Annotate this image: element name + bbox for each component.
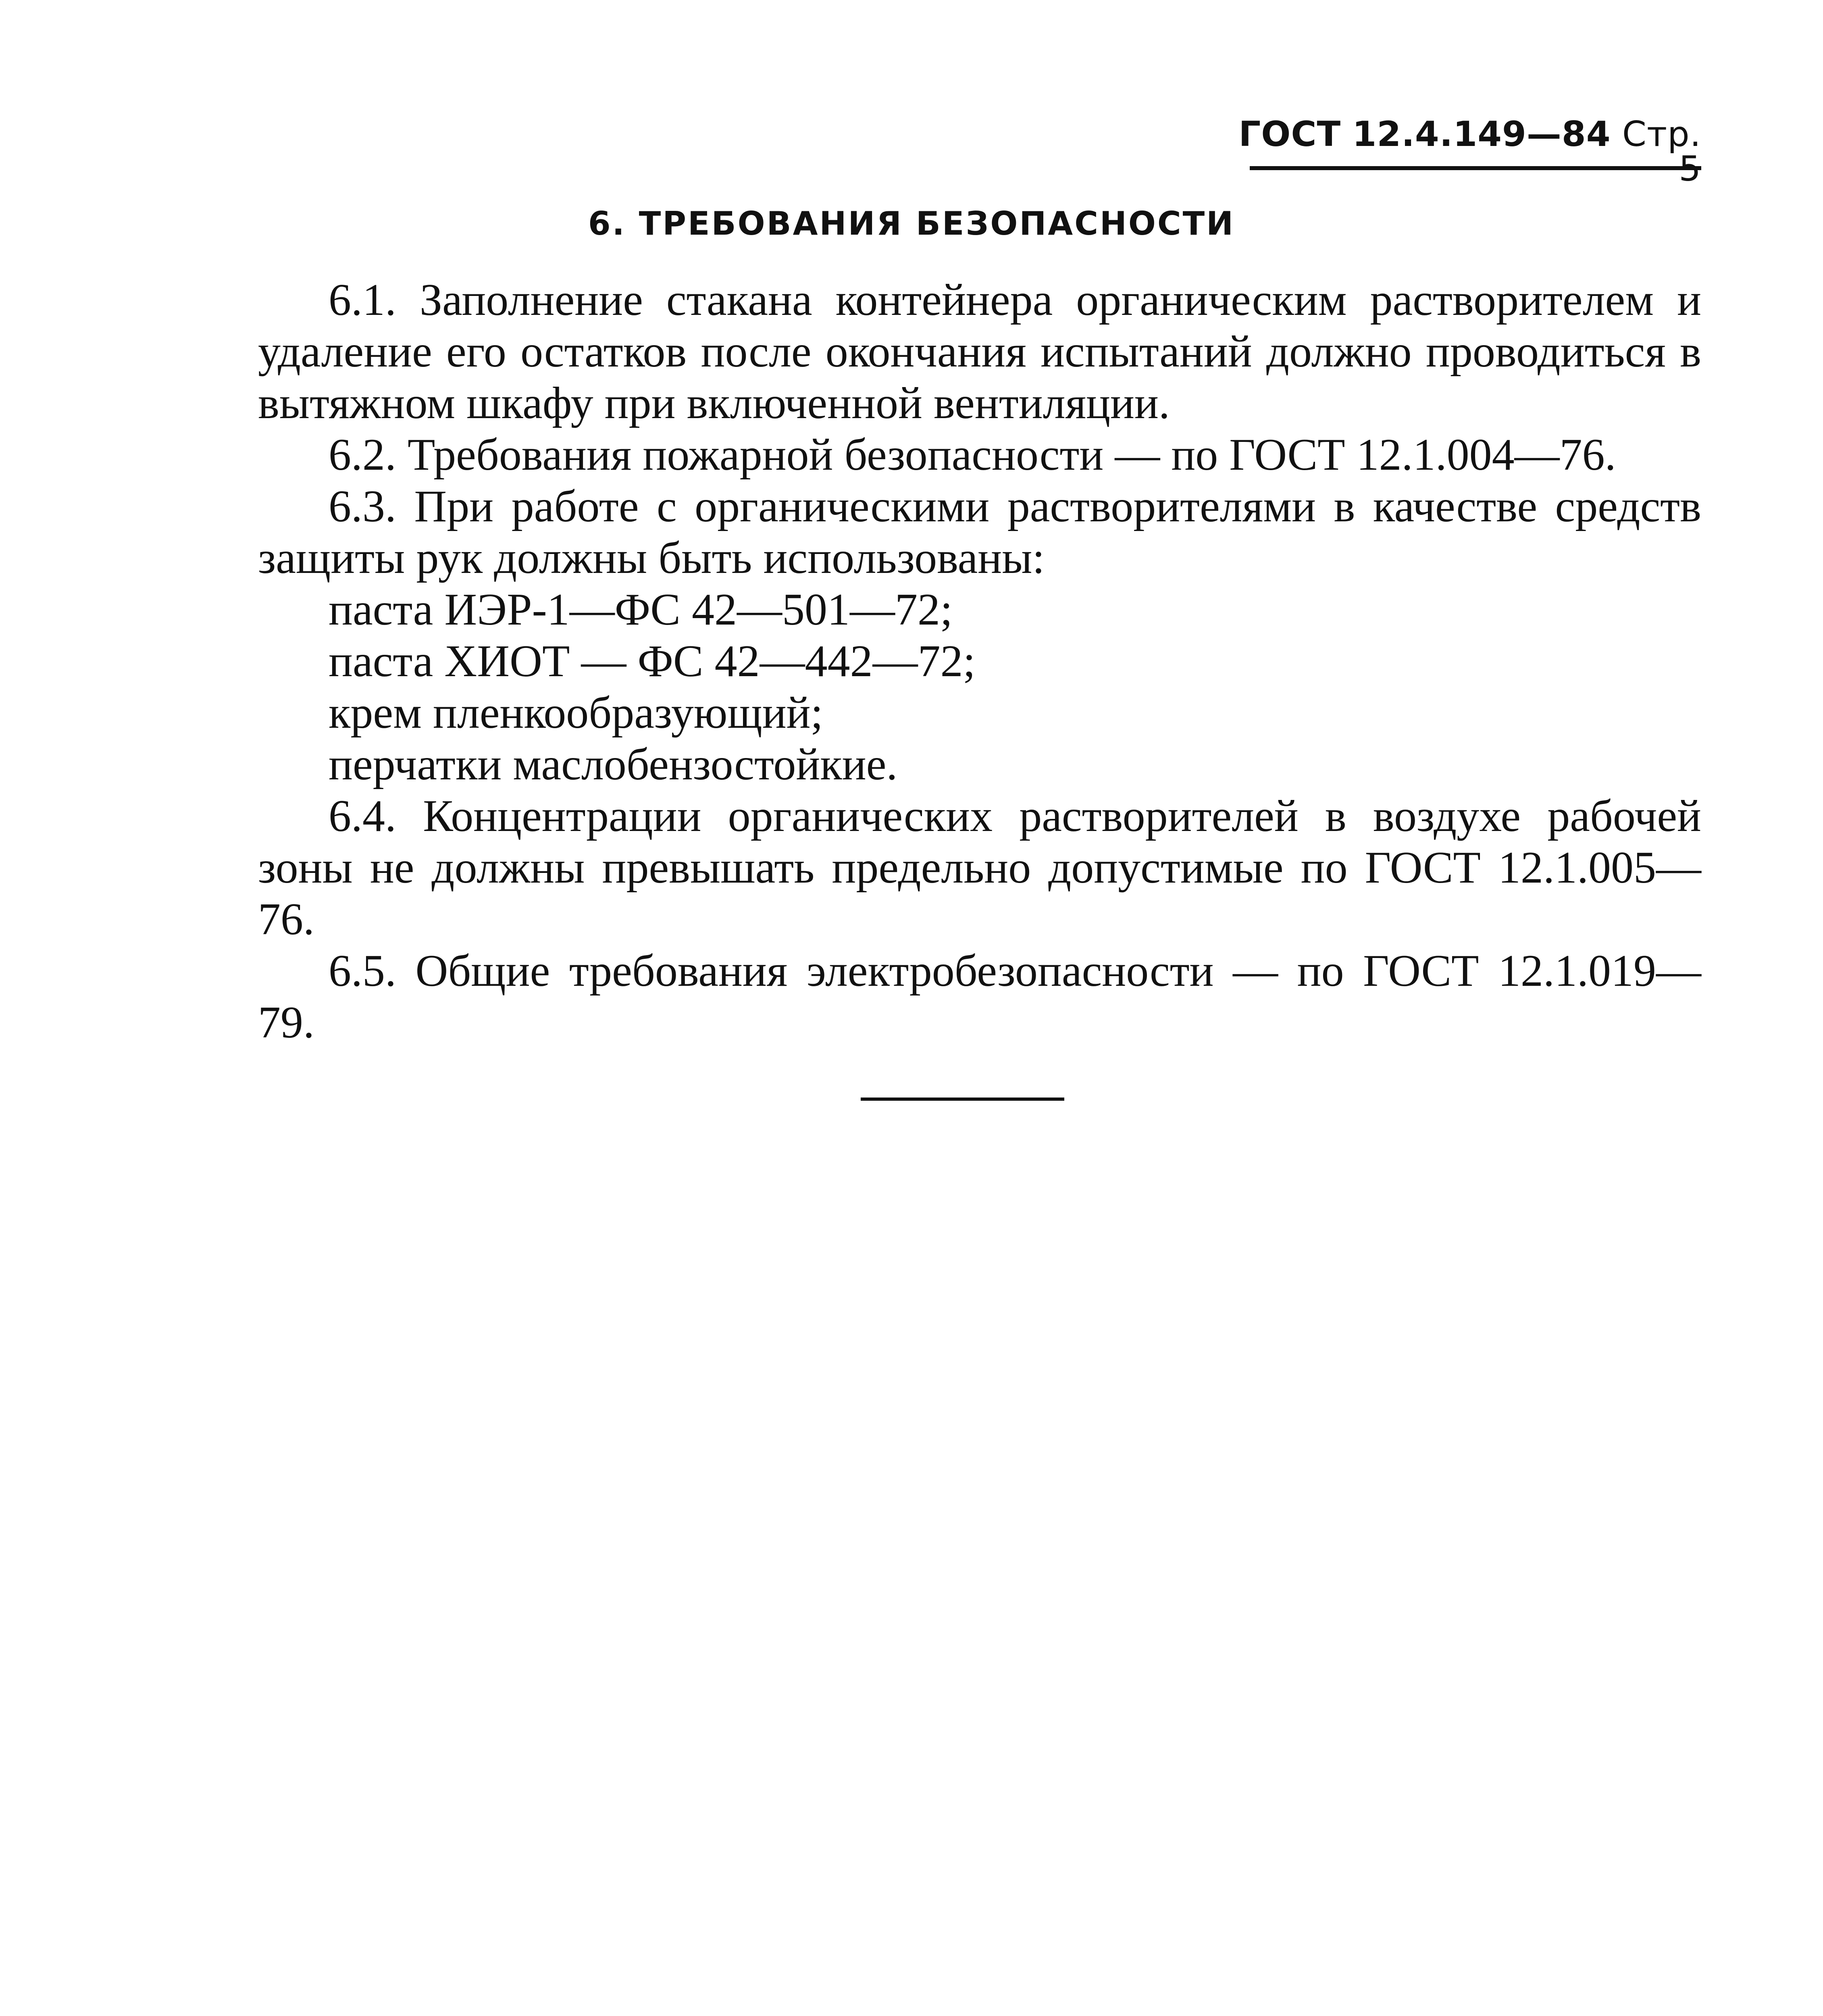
- list-item: перчатки маслобензостойкие.: [329, 739, 898, 789]
- paragraph-6-1: 6.1. Заполнение стакана контейнера органическим растворителем и удаление его остатков после окончания испытаний должно проводиться в вытяжном шкафу при включенной вентиляции.: [258, 275, 1701, 428]
- header-gost-label: ГОСТ: [1238, 114, 1341, 154]
- list-item: паста ИЭР-1—ФС 42—501—72;: [329, 585, 953, 635]
- list-item: паста ХИОТ — ФС 42—442—72;: [329, 636, 976, 686]
- section-title: 6. ТРЕБОВАНИЯ БЕЗОПАСНОСТИ: [588, 205, 1235, 242]
- paragraph-6-2: 6.2. Требования пожарной безопасности — по ГОСТ 12.1.004—76.: [329, 430, 1616, 480]
- paragraph-6-4: 6.4. Концентрации органических растворителей в воздухе рабочей зоны не должны превышать предельно допустимые по ГОСТ 12.1.005—76.: [258, 791, 1701, 944]
- header-page-number: Стр.: [1622, 114, 1701, 154]
- header-rule: [1250, 166, 1701, 170]
- running-header: [1230, 114, 1701, 186]
- paragraph-6-3: 6.3. При работе с органическими растворителями в качестве средств защиты рук должны быть использованы:: [258, 481, 1701, 583]
- list-item: крем пленкообразующий;: [329, 688, 823, 738]
- section-body: [258, 274, 1701, 1048]
- header-standard-number: 12.4.149—84: [1352, 114, 1611, 154]
- closing-rule: [861, 1098, 1064, 1101]
- paragraph-6-5: 6.5. Общие требования электробезопасности — по ГОСТ 12.1.019—79.: [258, 946, 1701, 1048]
